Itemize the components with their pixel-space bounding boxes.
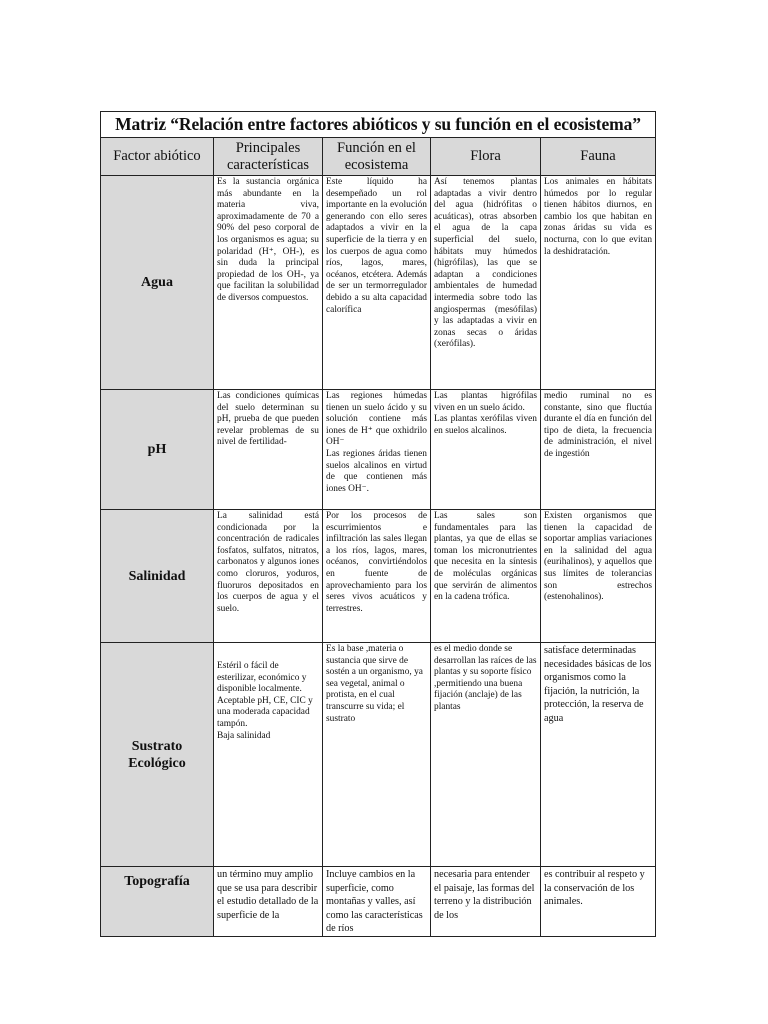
title-row bbox=[101, 112, 656, 138]
header-factor: Factor abiótico bbox=[101, 138, 214, 176]
ph-flora-higrofilas: Las plantas higrófilas viven en un suelo ácido. bbox=[434, 391, 537, 413]
header-flora: Flora bbox=[431, 138, 541, 176]
table-row-salinidad bbox=[101, 510, 656, 643]
header-caracteristicas: Principales características bbox=[214, 138, 323, 176]
matrix-title: Matriz “Relación entre factores abióticos y su función en el ecosistema” bbox=[101, 112, 656, 138]
header-fauna: Fauna bbox=[541, 138, 656, 176]
table-row-ph bbox=[101, 390, 656, 510]
sustrato-funcion: Es la base ,materia o sustancia que sirve de sostén a un organismo, ya sea vegetal, animal o protista, en el cual transcurre su vida; el sustrato bbox=[323, 643, 431, 867]
topografia-caracteristicas-text: un término muy amplio que se usa para describir el estudio detallado de la superficie de la bbox=[217, 869, 319, 921]
topografia-fauna-text: es contribuir al respeto y la conservación de los animales. bbox=[544, 869, 645, 907]
agua-caracteristicas: Es la sustancia orgánica más abundante en la materia viva, aproximadamente de 70 a 90% del peso corporal de los organismos es agua; su polaridad (H⁺, OH-), es sin duda la principal propiedad de los OH-, ya que facilitan la solubilidad de diversos compuestos. bbox=[214, 176, 323, 390]
topografia-funcion-text: Incluye cambios en la superficie, como montañas y valles, así como las características de ríos bbox=[326, 869, 423, 934]
table-row-sustrato bbox=[101, 643, 656, 867]
ph-funcion-aridas: Las regiones áridas tienen suelos alcalinos en virtud de que contienen más iones OH⁻. bbox=[326, 448, 427, 494]
table-row-topografia bbox=[101, 867, 656, 937]
topografia-flora-text: necesaria para entender el paisaje, las formas del terreno y la distribución de los bbox=[434, 869, 535, 921]
topografia-caracteristicas bbox=[214, 867, 323, 937]
ph-caracteristicas: Las condiciones químicas del suelo determinan su pH, prueba de que pueden revelar problemas de su nivel de fertilidad- bbox=[214, 390, 323, 510]
matrix-table bbox=[100, 111, 656, 937]
ph-funcion-humedas: Las regiones húmedas tienen un suelo ácido y su solución contiene más iones de H⁺ que oxhidrilo OH⁻ bbox=[326, 391, 427, 448]
topografia-fauna bbox=[541, 867, 656, 937]
agua-funcion: Este líquido ha desempeñado un rol importante en la evolución generando con ello seres adaptados a vivir en la superficie de la tierra y en los cuerpos de agua como ríos, lagos, mares, océanos, etcétera. Además de ser un termorregulador debido a su alta capacidad calorífica bbox=[323, 176, 431, 390]
ph-flora bbox=[431, 390, 541, 510]
ph-flora-xerofilas: Las plantas xerófilas viven en suelos alcalinos. bbox=[434, 414, 537, 436]
table-row-agua bbox=[101, 176, 656, 390]
sustrato-caracteristica-line: Baja salinidad bbox=[217, 730, 271, 741]
topografia-funcion bbox=[323, 867, 431, 937]
salinidad-caracteristicas: La salinidad está condicionada por la concentración de radicales fosfatos, sulfatos, nitratos, carbonatos y algunos iones como cloruros, yoduros, fluoruros depositados en los cuerpos de agua y el suelo. bbox=[214, 510, 323, 643]
salinidad-fauna: Existen organismos que tienen la capacidad de soportar amplias variaciones en la salinidad del agua (eurihalinos), y aquellos que sus límites de tolerancias son estrechos (estenohalinos). bbox=[541, 510, 656, 643]
salinidad-flora: Las sales son fundamentales para las plantas, ya que de ellas se toman los micronutrientes que necesita en la síntesis de moléculas orgánicas que servirán de alimentos en la cadena trófica. bbox=[431, 510, 541, 643]
sustrato-fauna: satisface determinadas necesidades básicas de los organismos como la fijación, la nutrición, la protección, la reserva de agua bbox=[541, 643, 656, 867]
header-row bbox=[101, 138, 656, 176]
factor-salinidad: Salinidad bbox=[101, 510, 214, 643]
ph-fauna: medio ruminal no es constante, sino que fluctúa durante el día en función del tipo de dieta, la frecuencia de administración, el nivel de ingestión bbox=[541, 390, 656, 510]
factor-topografia: Topografía bbox=[101, 867, 214, 937]
agua-flora: Así tenemos plantas adaptadas a vivir dentro del agua (hidrófitas o acuáticas), otras absorben el agua de la capa superficial del suelo, hábitats muy húmedos (higrófilas), las que se adaptan a condiciones ambientales de humedad intermedia sobre todo las angiospermas (mesófilas) y las adaptadas a vivir en zonas secas o áridas (xerófilas). bbox=[431, 176, 541, 390]
ph-funcion bbox=[323, 390, 431, 510]
salinidad-funcion: Por los procesos de escurrimientos e infiltración las sales llegan a los ríos, lagos, mares, océanos, convirtiéndolos en fuente de aprovechamiento para los seres vivos acuáticos y terrestres. bbox=[323, 510, 431, 643]
sustrato-caracteristica-line: Estéril o fácil de esterilizar, económico y disponible localmente. bbox=[217, 661, 307, 695]
factor-agua: Agua bbox=[101, 176, 214, 390]
topografia-flora bbox=[431, 867, 541, 937]
factor-ph: pH bbox=[101, 390, 214, 510]
factor-sustrato: Sustrato Ecológico bbox=[101, 643, 214, 867]
sustrato-caracteristica-line: Aceptable pH, CE, CIC y una moderada capacidad tampón. bbox=[217, 695, 313, 729]
header-funcion: Función en el ecosistema bbox=[323, 138, 431, 176]
agua-fauna: Los animales en hábitats húmedos por lo regular tienen hábitos diurnos, en cambio los que habitan en zonas áridas su vida es nocturna, con lo que evitan la deshidratación. bbox=[541, 176, 656, 390]
sustrato-caracteristicas bbox=[214, 643, 323, 867]
matrix-document bbox=[100, 111, 655, 937]
sustrato-flora: es el medio donde se desarrollan las raíces de las plantas y su soporte físico ,permitiendo una buena fijación (anclaje) de las plantas bbox=[431, 643, 541, 867]
